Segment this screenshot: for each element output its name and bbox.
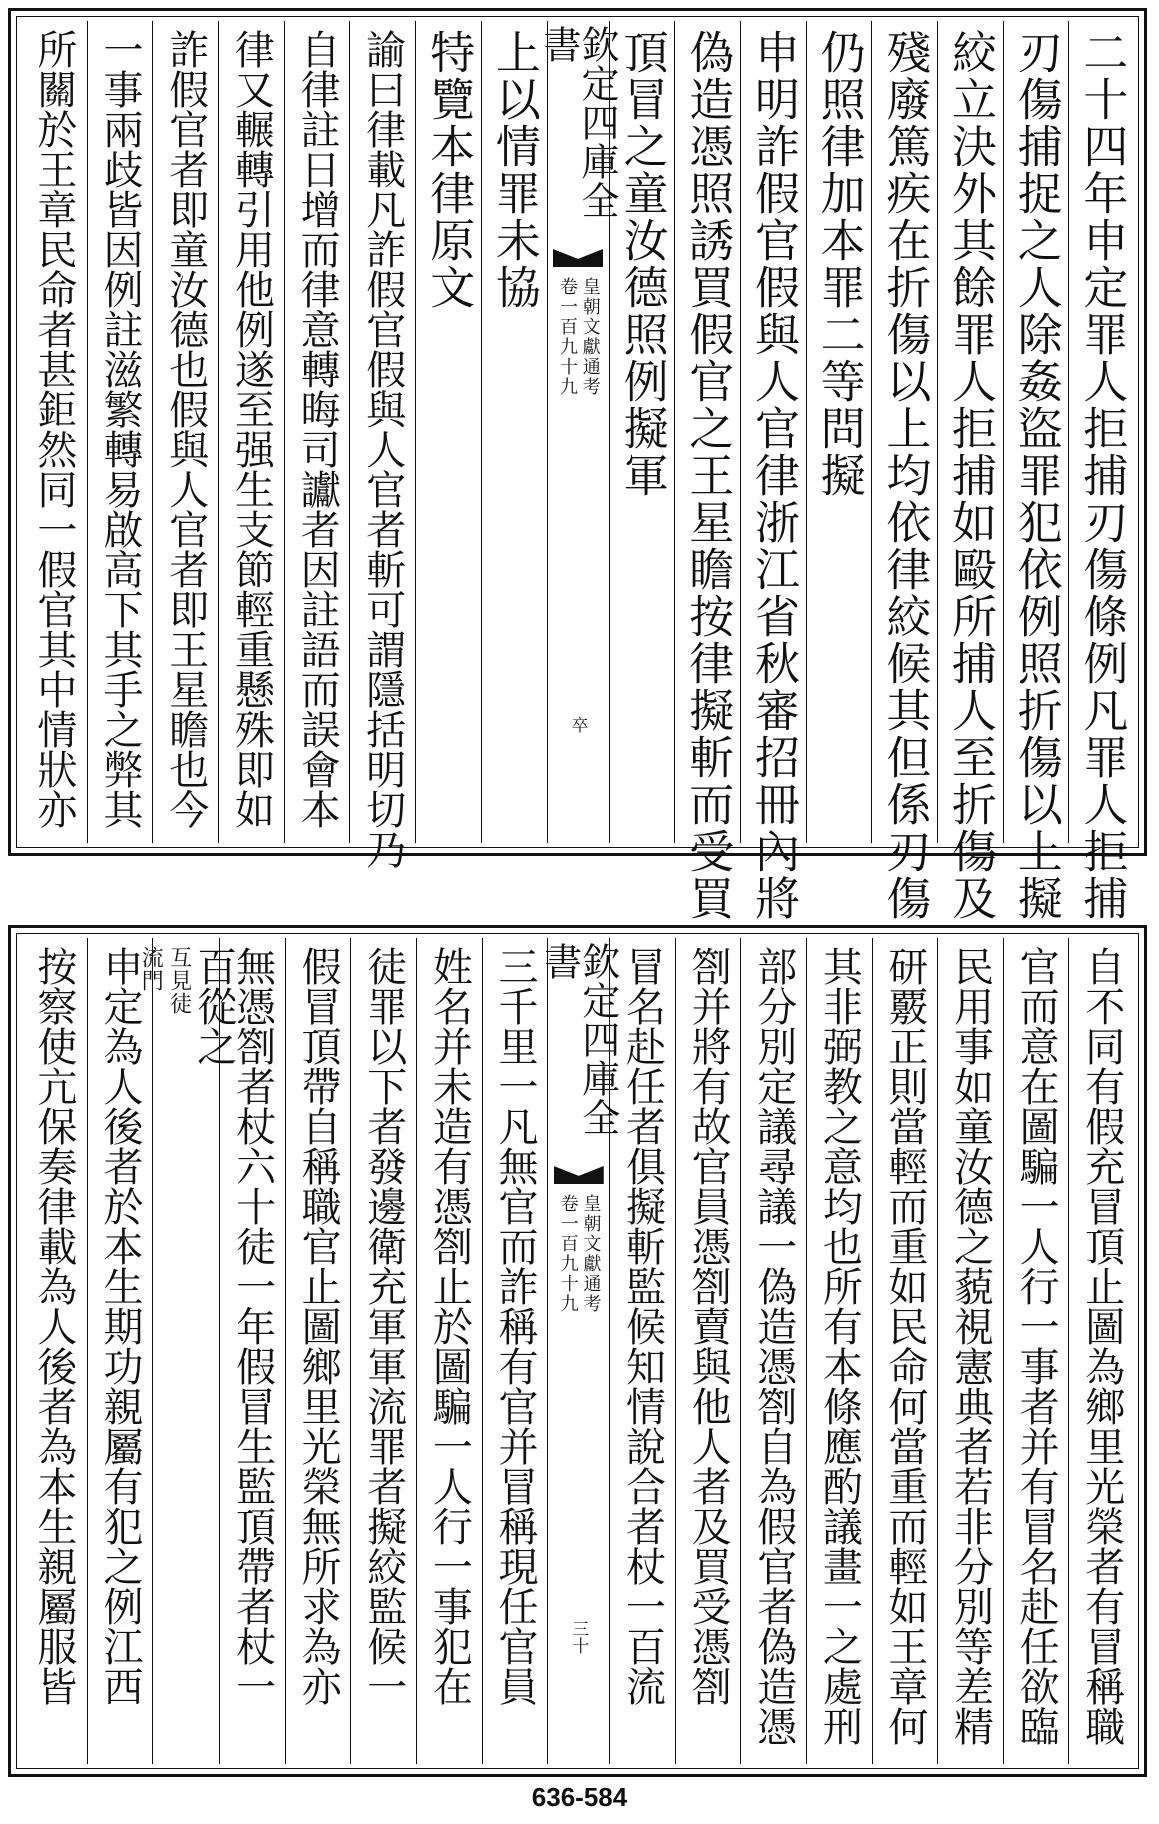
text-column (872, 938, 938, 1764)
column-text: 頂冒之童汝德照例擬軍 (615, 29, 669, 499)
column-area (21, 938, 1134, 1764)
column-text: 官而意在圖騙一人行一事者并有冒名赴任欲臨 (1013, 946, 1060, 1746)
fish-tail-mark (553, 249, 603, 267)
page-code: 636-584 (531, 1782, 628, 1812)
text-column (21, 21, 87, 843)
column-area (21, 21, 1134, 922)
column-text: 申明詐假官假與人官律浙江省秋審招冊內將 (746, 29, 800, 922)
text-column (285, 938, 351, 1764)
text-column (871, 21, 937, 922)
column-text: 劄并將有故官員憑劄賣與他人者及買受憑劄 (685, 946, 732, 1706)
column-text: 絞立決外其餘罪人拒捕如毆所捕人至折傷及 (944, 29, 998, 922)
fold-center-column (537, 938, 620, 1764)
text-column (481, 21, 547, 843)
page-number: 三十 (568, 1620, 589, 1654)
column-text: 二十四年申定罪人拒捕刃傷條例凡罪人拒捕 (1075, 29, 1129, 922)
column-text: 其非弼教之意均也所有本條應酌議畫一之處刑 (816, 946, 863, 1746)
column-text: 仍照律加本罪二等問擬 (812, 29, 866, 499)
column-text: 研覈正則當輕而重如民命何當重而輕如王章何 (881, 946, 928, 1746)
text-column (416, 938, 482, 1764)
text-column (1068, 21, 1134, 922)
text-column (349, 21, 415, 869)
volume-number: 卷一百九十九 (557, 277, 578, 397)
volume-number: 卷一百九十九 (557, 1194, 579, 1314)
column-text: 假冒頂帶自稱職官止圖鄉里光榮無所求為亦 (295, 946, 342, 1706)
column-text: 民用事如童汝德之藐視憲典者若非分別等差精 (947, 946, 994, 1746)
column-text: 特覽本律原文 (422, 29, 476, 311)
text-column (415, 21, 481, 843)
text-column (806, 938, 872, 1764)
text-column (152, 21, 218, 843)
text-column (806, 21, 872, 843)
text-column (21, 938, 87, 1764)
text-column (937, 938, 1003, 1764)
column-text: 刃傷捕捉之人除姦盜罪犯依例照折傷以上擬 (1009, 29, 1063, 922)
text-column (218, 21, 284, 843)
text-column (1003, 938, 1069, 1764)
note-text: 流門 (138, 946, 164, 992)
text-column-with-note (138, 938, 237, 1764)
text-column (284, 21, 350, 843)
book-section-title: 皇朝文獻通考 (579, 277, 601, 397)
fold-subtitle (557, 1194, 600, 1314)
column-text: 上以情罪未協 (487, 29, 541, 311)
book-title: 欽定四庫全書 (537, 942, 620, 1137)
text-column (674, 21, 740, 922)
page-number: 卒 (567, 716, 588, 733)
column-text: 諭曰律載凡詐假官假與人官者斬可謂隱括明切乃 (359, 29, 406, 869)
book-section-title: 皇朝文獻通考 (580, 1194, 602, 1314)
fold-subtitle (556, 277, 599, 397)
text-column (87, 21, 153, 843)
column-text: 偽造憑照誘買假官之王星瞻按律擬斬而受買 (681, 29, 735, 922)
note-text: 互見徒 (166, 946, 192, 1015)
text-column (1003, 21, 1069, 922)
column-text: 姓名并未造有憑劄止於圖騙一人行一事犯在 (426, 946, 473, 1706)
interlinear-note (137, 938, 192, 1764)
book-title: 欽定四庫全書 (537, 25, 619, 220)
page-panel-bottom (8, 925, 1147, 1777)
text-column (219, 938, 285, 1764)
column-text: 殘廢篤疾在折傷以上均依律絞候其但係刃傷 (878, 29, 932, 922)
text-column (1068, 938, 1134, 1764)
text-column (675, 938, 741, 1764)
text-column (937, 21, 1003, 922)
text-column (740, 21, 806, 922)
fold-center-column (537, 21, 619, 843)
column-text: 一事兩歧皆因例註滋繁轉易啟高下其手之弊其 (97, 29, 144, 829)
column-text: 部分別定議尋議一偽造憑劄自為假官者偽造憑 (750, 946, 797, 1746)
text-column (482, 938, 548, 1764)
column-text: 申定為人後者於本生期功親屬有犯之例江西 (96, 946, 143, 1706)
column-text: 百從之 (190, 946, 237, 1066)
column-text: 冒名赴任者俱擬斬監候知情說合者杖一百流 (619, 946, 666, 1706)
column-text: 徒罪以下者發邊衛充軍軍流罪者擬絞監候一 (360, 946, 407, 1706)
column-text: 自不同有假充冒頂止圖為鄉里光榮者有冒稱職 (1078, 946, 1125, 1746)
column-text: 自律註日增而律意轉晦司讞者因註語而誤會本 (294, 29, 341, 829)
column-text: 按察使亢保奏律載為人後者為本生親屬服皆 (30, 946, 77, 1706)
column-text: 詐假官者即童汝德也假與人官者即王星瞻也今 (162, 29, 209, 829)
column-text: 三千里一凡無官而詐稱有官并冒稱現任官員 (491, 946, 538, 1706)
page-panel-top (8, 8, 1147, 922)
text-column (350, 938, 416, 1764)
column-text: 無憑劄者杖六十徒一年假冒生監頂帶者杖一 (229, 946, 276, 1706)
column-text: 律又輾轉引用他例遂至强生支節輕重懸殊即如 (228, 29, 275, 829)
text-column (740, 938, 806, 1764)
fish-tail-mark (554, 1166, 604, 1184)
column-text: 所關於王章民命者甚鉅然同一假官其中情狀亦 (30, 29, 77, 829)
